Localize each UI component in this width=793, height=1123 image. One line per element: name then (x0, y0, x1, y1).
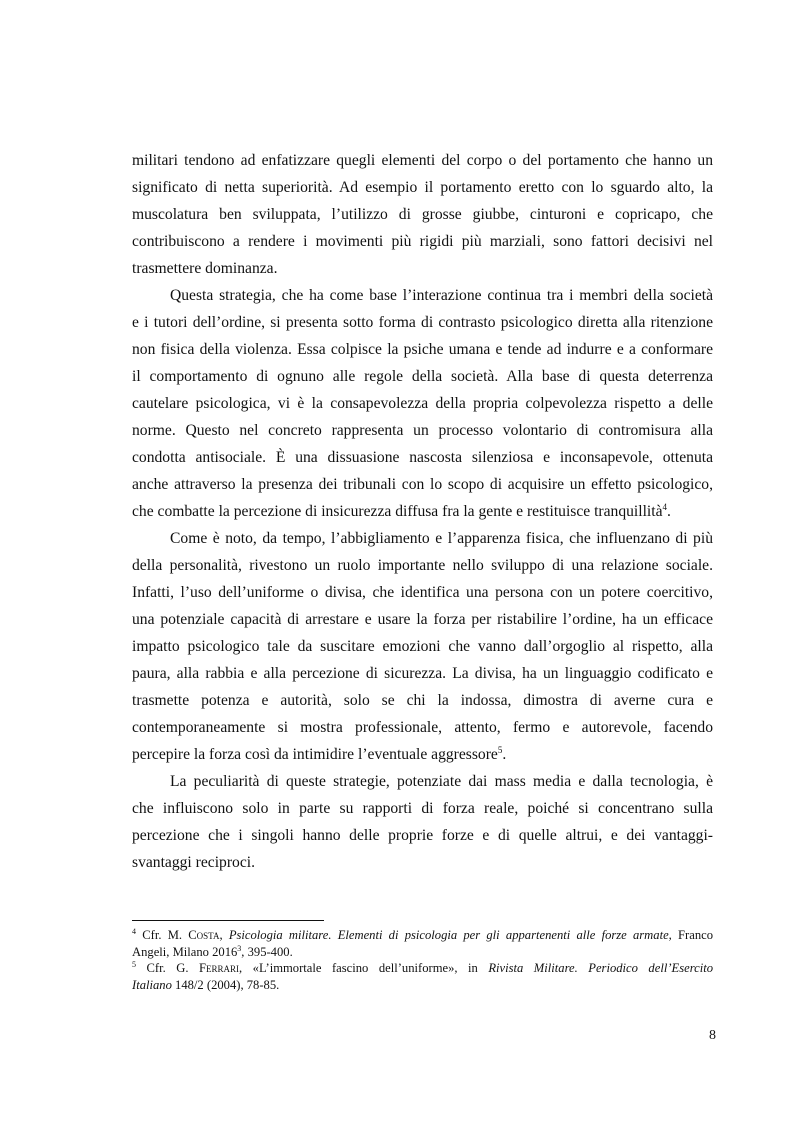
paragraph-line: il comportamento di ognuno alle regole della società. Alla base di questa deterrenza (132, 368, 713, 385)
paragraph-line: impatto psicologico tale da suscitare emozioni che vanno dall’orgoglio al rispetto, alla (132, 638, 713, 655)
paragraph-line: che influiscono solo in parte su rapporti di forza reale, poiché si concentrano sulla (132, 800, 713, 817)
paragraph-line: della personalità, rivestono un ruolo importante nello sviluppo di una relazione sociale. (132, 557, 713, 574)
footnote-line: $^5$ Cfr. G. Ferrari, «L’immortale fascino dell’uniforme», in Rivista Militare. Periodico dell’Esercito (132, 959, 714, 975)
paragraph-line: Infatti, l’uso dell’uniforme o divisa, che identifica una persona con un potere coercitivo, (132, 584, 713, 601)
paragraph-line: significato di netta superiorità. Ad esempio il portamento eretto con lo sguardo alto, la (132, 179, 713, 196)
paragraph-line: Come è noto, da tempo, l’abbigliamento e l’apparenza fisica, che influenzano di più (170, 530, 713, 547)
footnote-separator (132, 920, 324, 921)
footnote-5 (132, 960, 713, 993)
paragraph-line: norme. Questo nel concreto rappresenta un processo volontario di contromisura alla (132, 422, 713, 439)
footnotes (132, 927, 713, 993)
footnote-number: 5 (132, 959, 136, 969)
paragraph-line: percepire la forza così da intimidire l’eventuale aggressore$^5$. (132, 744, 507, 763)
paragraph-line: svantaggi reciproci. (132, 854, 255, 871)
footnote-ref[interactable]: 4 (662, 501, 668, 512)
paragraph (132, 525, 713, 768)
paragraph-line: contemporaneamente si mostra professionale, attento, fermo e autorevole, facendo (132, 719, 713, 736)
paragraph-line: cautelare psicologica, vi è la consapevolezza della propria colpevolezza rispetto a delle (132, 395, 713, 412)
paragraph-line: e i tutori dell’ordine, si presenta sotto forma di contrasto psicologico diretta alla ritenzione (132, 314, 713, 331)
paragraph-line: anche attraverso la presenza dei tribunali con lo scopo di acquisire un effetto psicologico, (132, 476, 713, 493)
paragraph (132, 282, 713, 525)
paragraph-line: muscolatura ben sviluppata, l’utilizzo di grosse giubbe, cinturoni e copricapo, che (132, 206, 713, 223)
footnote-4 (132, 927, 713, 960)
paragraph-line: La peculiarità di queste strategie, potenziate dai mass media e dalla tecnologia, è (170, 773, 713, 790)
paragraph-line: condotta antisociale. È una dissuasione nascosta silenziosa e inconsapevole, ottenuta (132, 449, 713, 466)
footnote-line: $^4$ Cfr. M. Costa, Psicologia militare. Elementi di psicologia per gli appartenenti alle forze armate, Franco (132, 926, 714, 942)
footnote-line: Angeli, Milano 2016$^3$, 395-400. (132, 943, 293, 959)
paragraph-line: contribuiscono a rendere i movimenti più rigidi più marziali, sono fattori decisivi nel (132, 233, 713, 250)
page-number: 8 (709, 1028, 716, 1043)
footnote-number: 4 (132, 926, 136, 936)
footnote-ref[interactable]: 5 (497, 744, 503, 755)
paragraph (132, 147, 713, 282)
footnote-line: Italiano 148/2 (2004), 78-85. (132, 977, 280, 992)
paragraph-line: trasmettere dominanza. (132, 260, 278, 277)
paragraph-line: trasmette potenza e autorità, solo se chi la indossa, dimostra di averne cura e (132, 692, 713, 709)
paragraph (132, 768, 713, 876)
paragraph-line: non fisica della violenza. Essa colpisce la psiche umana e tende ad indurre e a conformare (132, 341, 713, 358)
paragraph-line: percezione che i singoli hanno delle proprie forze e di quelle altrui, e dei vantaggi- (132, 827, 713, 844)
paragraph-line: una potenziale capacità di arrestare e usare la forza per ristabilire l’ordine, ha un efficace (132, 611, 713, 628)
body-text (132, 147, 713, 876)
paragraph-line: Questa strategia, che ha come base l’interazione continua tra i membri della società (170, 287, 713, 304)
paragraph-line: paura, alla rabbia e alla percezione di sicurezza. La divisa, ha un linguaggio codificato e (132, 665, 713, 682)
paragraph-line: che combatte la percezione di insicurezza diffusa fra la gente e restituisce tranquillità$^4$. (132, 501, 671, 520)
paragraph-line: militari tendono ad enfatizzare quegli elementi del corpo o del portamento che hanno un (132, 152, 713, 169)
